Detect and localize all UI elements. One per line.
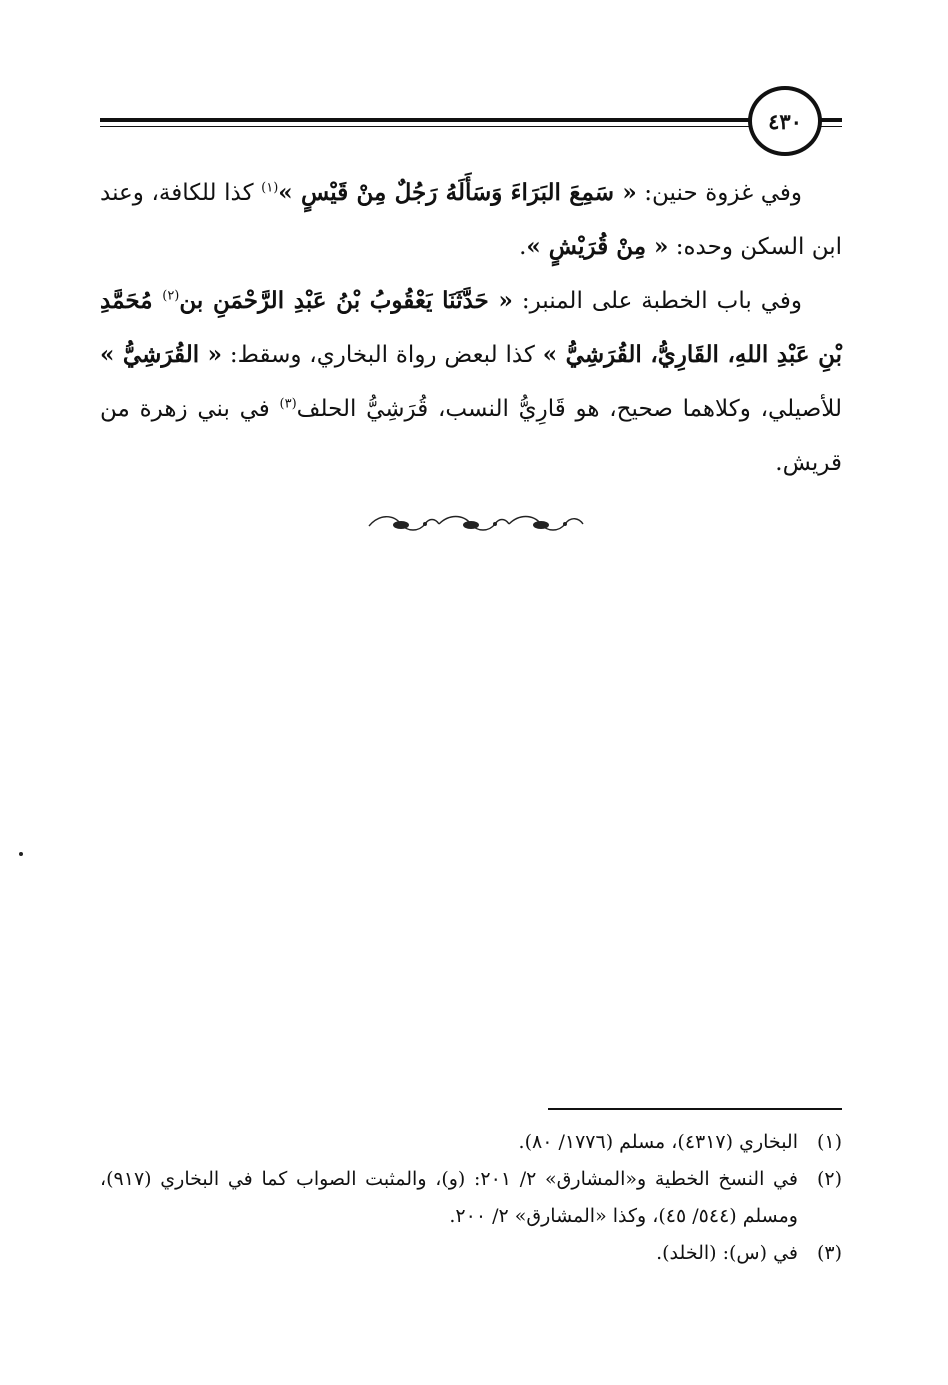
footnote-number: (٢) (816, 1168, 842, 1190)
footnotes (100, 1124, 842, 1272)
p2-rest2: للأصيلي، وكلاهما صحيح، هو قَارِيُّ النسب، قُرَشِيُّ الحلف (296, 396, 842, 422)
section-divider-ornament (365, 510, 587, 538)
paragraph-hunayn (100, 166, 842, 274)
p2-quote: « حَدَّثَنَا يَعْقُوبُ بْنُ عَبْدِ الرَّحْمَنِ بن (179, 287, 513, 314)
footnote-number: (١) (816, 1131, 842, 1153)
footnote-number: (٣) (816, 1242, 842, 1264)
page-header (100, 84, 842, 160)
footnote-3 (100, 1235, 842, 1272)
p1-quote2: « مِنْ قُرَيْشٍ » (526, 233, 669, 260)
main-text (100, 166, 842, 490)
p2-end: في بني زهرة من قريش. (100, 396, 842, 476)
p1-intro: وفي غزوة حنين: (636, 180, 803, 206)
footnote-1 (100, 1124, 842, 1161)
footnote-text: البخاري (٤٣١٧)، مسلم (١٧٧٦/ ٨٠). (518, 1131, 798, 1153)
page-number-badge (748, 86, 822, 156)
p1-quote: « سَمِعَ البَرَاءَ وَسَأَلَهُ رَجُلٌ مِنْ قَيْسٍ » (278, 179, 637, 206)
header-rule-thick (100, 118, 760, 122)
paragraph-minbar (100, 274, 842, 490)
page-number: ٤٣٠ (768, 108, 802, 134)
footnote-2 (100, 1161, 842, 1235)
header-rule-thin (100, 126, 760, 127)
scan-speck (19, 852, 23, 856)
footnote-ref-3: (٣) (279, 396, 297, 412)
p1-end: . (519, 234, 527, 260)
p2-rest: كذا لبعض رواة البخاري، وسقط: (222, 342, 543, 368)
p2-quote-cont: مُحَمَّدِ بْنِ عَبْدِ اللهِ، القَارِيُّ، القُرَشِيُّ » (100, 287, 842, 368)
p2-quote2: « القُرَشِيُّ » (100, 341, 223, 368)
footnote-separator (548, 1108, 842, 1110)
p1-rest: كذا للكافة، وعند ابن السكن وحده: (100, 180, 842, 260)
footnote-ref-2: (٢) (162, 288, 180, 304)
footnote-ref-1: (١) (261, 180, 279, 196)
footnote-text: في (س): (الخلد). (656, 1242, 798, 1264)
footnote-text: في النسخ الخطية و«المشارق» ٢/ ٢٠١: (و)، والمثبت الصواب كما في البخاري (٩١٧)، ومسلم (٥٤٤/ ٤٥)، وكذا «المشارق» ٢/ ٢٠٠. (100, 1168, 798, 1227)
p2-intro: وفي باب الخطبة على المنبر: (512, 288, 803, 314)
